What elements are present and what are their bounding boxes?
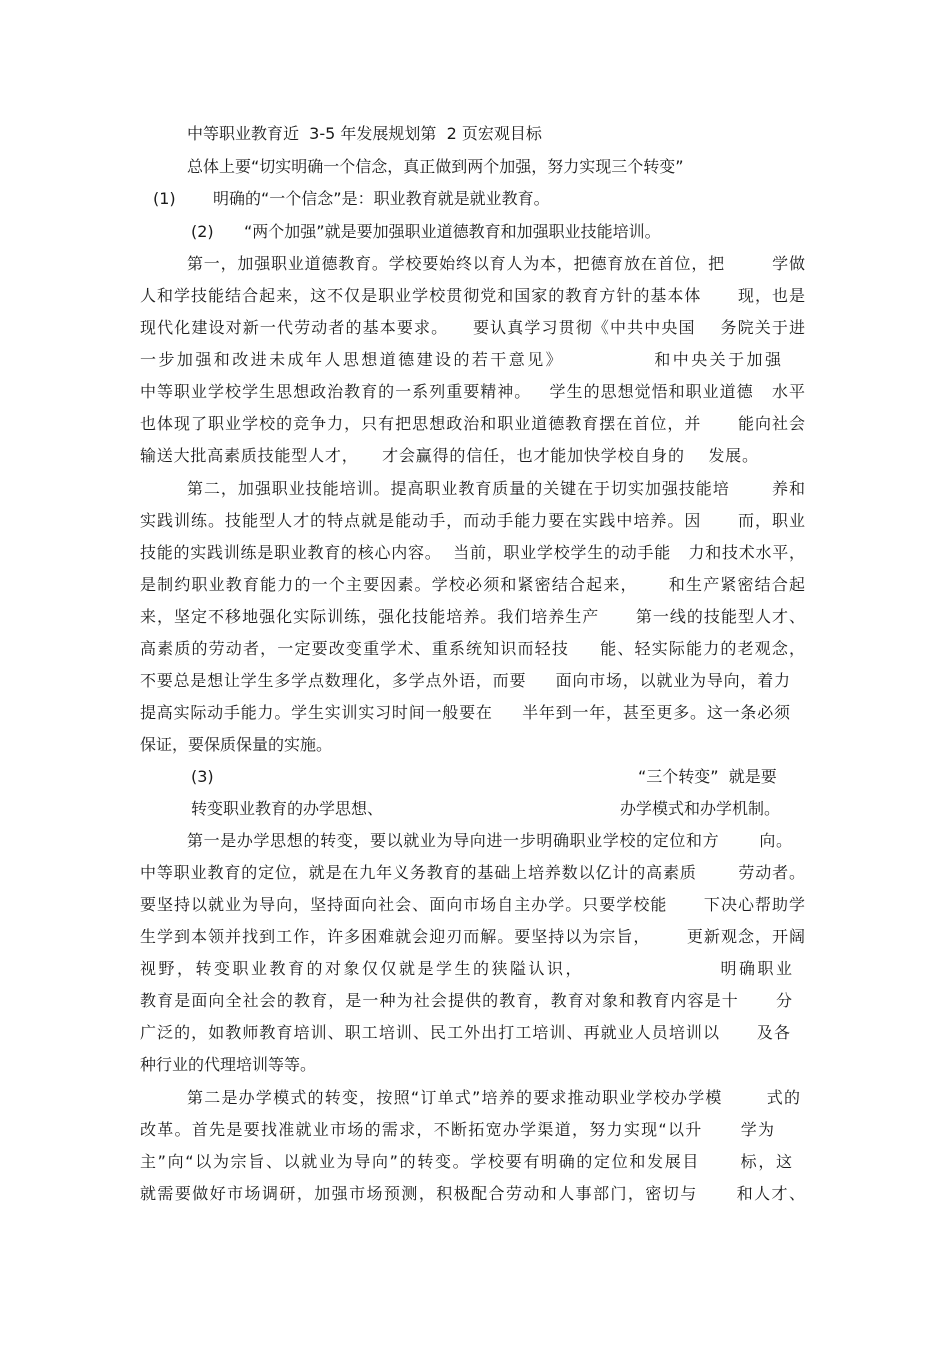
body-line: 提高实际动手能力。学生实训实习时间一般要在 半年到一年，甚至更多。这一条必须	[140, 703, 790, 722]
body-line: 保证，要保质保量的实施。	[140, 735, 333, 754]
item-three-text-b: 办学模式和办学机制。	[620, 799, 781, 818]
body-line: 要坚持以就业为导向，坚持面向社会、面向市场自主办学。只要学校能 下决心帮助学	[140, 895, 805, 914]
body-line: 视野，转变职业教育的对象仅仅就是学生的狭隘认识， 明确职业	[140, 959, 792, 978]
body-line: 不要总是想让学生多学点数理化，多学点外语，而要 面向市场，以就业为导向，着力	[140, 671, 790, 690]
body-line: 技能的实践训练是职业教育的核心内容。 当前，职业学校学生的动手能 力和技术水平，	[140, 543, 805, 562]
body-line: 主”向“以为宗旨、以就业为导向”的转变。学校要有明确的定位和发展目 标，这	[140, 1152, 792, 1171]
body-line: 广泛的，如教师教育培训、职工培训、民工外出打工培训、再就业人员培训以 及各	[140, 1023, 790, 1042]
page-title: 中等职业教育近 3-5 年发展规划第 2 页宏观目标	[187, 124, 542, 143]
body-line: 教育是面向全社会的教育，是一种为社会提供的教育，教育对象和教育内容是十 分	[140, 991, 792, 1010]
item-one-number: (1)	[153, 189, 176, 208]
body-line: 来，坚定不移地强化实际训练，强化技能培养。我们培养生产 第一线的技能型人才、	[140, 607, 805, 626]
body-line: 输送大批高素质技能型人才， 才会赢得的信任，也才能加快学校自身的 发展。	[140, 446, 758, 465]
body-line: 也体现了职业学校的竞争力，只有把思想政治和职业道德教育摆在首位，并 能向社会	[140, 414, 805, 433]
body-line: 人和学技能结合起来，这不仅是职业学校贯彻党和国家的教育方针的基本体 现，也是	[140, 286, 805, 305]
intro-line: 总体上要“切实明确一个信念，真正做到两个加强，努力实现三个转变”	[187, 157, 684, 176]
body-line: 第一是办学思想的转变，要以就业为导向进一步明确职业学校的定位和方 向。	[187, 831, 792, 850]
body-line: 高素质的劳动者，一定要改变重学术、重系统知识而轻技 能、轻实际能力的老观念，	[140, 639, 805, 658]
item-three-number: (3)	[191, 767, 214, 786]
body-line: 第一，加强职业道德教育。学校要始终以育人为本，把德育放在首位，把 学做	[187, 254, 805, 273]
item-three-text-a: 转变职业教育的办学思想、	[191, 799, 384, 818]
body-line: 中等职业学校学生思想政治教育的一系列重要精神。 学生的思想觉悟和职业道德 水平	[140, 382, 805, 401]
body-line: 第二，加强职业技能培训。提高职业教育质量的关键在于切实加强技能培 养和	[187, 479, 805, 498]
body-line: 实践训练。技能型人才的特点就是能动手，而动手能力要在实践中培养。因 而，职业	[140, 511, 805, 530]
body-line: 生学到本领并找到工作，许多困难就会迎刃而解。要坚持以为宗旨， 更新观念，开阔	[140, 927, 805, 946]
item-one-text: 明确的“一个信念”是：职业教育就是就业教育。	[213, 189, 550, 208]
body-line: 种行业的代理培训等等。	[140, 1055, 317, 1074]
body-line: 中等职业教育的定位，就是在九年义务教育的基础上培养数以亿计的高素质 劳动者。	[140, 863, 805, 882]
body-line: 现代化建设对新一代劳动者的基本要求。 要认真学习贯彻《中共中央国 务院关于进	[140, 318, 805, 337]
body-line: 改革。首先是要找准就业市场的需求，不断拓宽办学渠道，努力实现“以升 学为	[140, 1120, 774, 1139]
body-line: 一步加强和改进未成年人思想道德建设的若干意见》 和中央关于加强	[140, 350, 781, 369]
item-three-heading: “三个转变” 就是要	[638, 767, 777, 786]
body-line: 第二是办学模式的转变，按照“订单式”培养的要求推动职业学校办学模 式的	[187, 1088, 800, 1107]
item-two-number: (2)	[191, 222, 214, 241]
item-two-text: “两个加强”就是要加强职业道德教育和加强职业技能培训。	[244, 222, 661, 241]
body-line: 就需要做好市场调研，加强市场预测，积极配合劳动和人事部门，密切与 和人才、	[140, 1184, 805, 1203]
body-line: 是制约职业教育能力的一个主要因素。学校必须和紧密结合起来， 和生产紧密结合起	[140, 575, 805, 594]
